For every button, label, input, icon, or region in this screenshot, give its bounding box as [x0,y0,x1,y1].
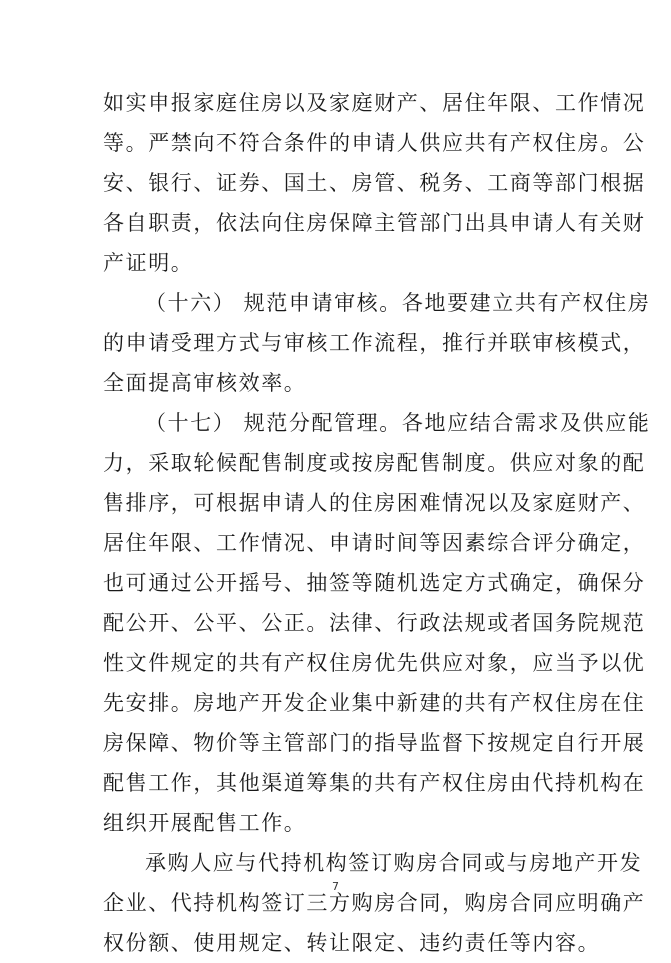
section-17-heading-line: （十七） 规范分配管理。各地应结合需求及供应能 [145,411,651,435]
text-line: 产证明。 [103,251,194,275]
document-body [103,83,651,963]
section-16-heading-line: （十六） 规范申请审核。各地要建立共有产权住房 [145,291,651,315]
text-line: 配公开、公平、公正。法律、行政法规或者国务院规范 [103,611,646,635]
text-line: 组织开展配售工作。 [103,811,307,835]
text-line: 的申请受理方式与审核工作流程，推行并联审核模式， [103,331,646,355]
text-line: 力，采取轮候配售制度或按房配售制度。供应对象的配 [103,451,646,475]
text-line: 安、银行、证券、国土、房管、税务、工商等部门根据 [103,171,646,195]
text-line: 企业、代持机构签订三方购房合同，购房合同应明确产 [103,891,646,915]
text-line: 权份额、使用规定、转让限定、违约责任等内容。 [103,931,601,955]
text-line: 配售工作，其他渠道筹集的共有产权住房由代持机构在 [103,771,646,795]
text-line: 各自职责，依法向住房保障主管部门出具申请人有关财 [103,211,646,235]
text-line: 如实申报家庭住房以及家庭财产、居住年限、工作情况 [103,91,646,115]
page-number: 7 [332,880,339,893]
text-line: 居住年限、工作情况、申请时间等因素综合评分确定， [103,531,646,555]
text-line: 全面提高审核效率。 [103,371,307,395]
text-line: 房保障、物价等主管部门的指导监督下按规定自行开展 [103,731,646,755]
text-line: 性文件规定的共有产权住房优先供应对象，应当予以优 [103,651,646,675]
text-line: 也可通过公开摇号、抽签等随机选定方式确定，确保分 [103,571,646,595]
text-line: 等。严禁向不符合条件的申请人供应共有产权住房。公 [103,131,646,155]
text-line: 先安排。房地产开发企业集中新建的共有产权住房在住 [103,691,646,715]
text-line: 售排序，可根据申请人的住房困难情况以及家庭财产、 [103,491,646,515]
paragraph-start-line: 承购人应与代持机构签订购房合同或与房地产开发 [145,851,643,875]
